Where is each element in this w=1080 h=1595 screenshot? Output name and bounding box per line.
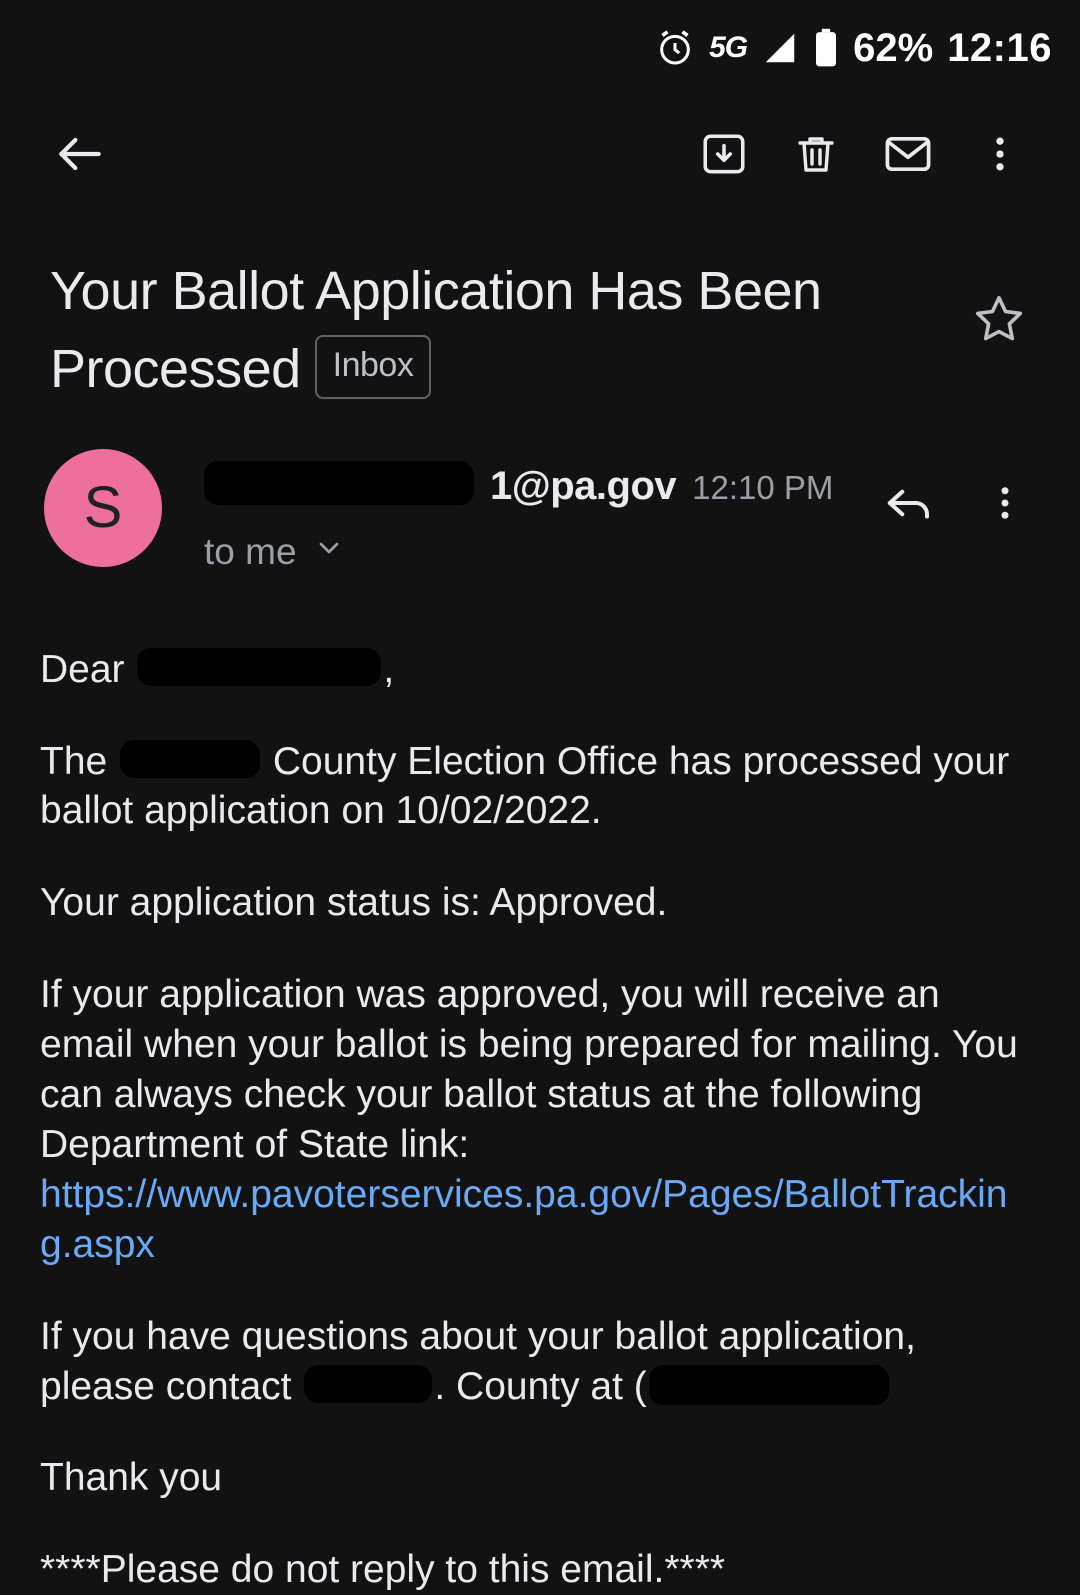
star-button[interactable] <box>956 278 1042 364</box>
more-vert-icon <box>984 482 1026 529</box>
p4-suffix: . County at ( <box>434 1364 647 1408</box>
label-chip-inbox[interactable]: Inbox <box>315 335 432 399</box>
reply-arrow-icon <box>882 476 936 535</box>
greeting-prefix: Dear <box>40 647 125 691</box>
body-paragraph-5: Thank you <box>40 1456 223 1500</box>
subject-text: Your Ballot Application Has Been Processed <box>50 261 822 400</box>
network-type-label: 5G <box>709 31 748 64</box>
chevron-down-icon <box>313 531 345 573</box>
body-greeting <box>40 645 1040 695</box>
sender-address: 1@pa.gov <box>490 463 677 508</box>
clock-label: 12:16 <box>947 25 1052 70</box>
avatar-initial: S <box>83 475 123 541</box>
alarm-icon <box>655 28 695 68</box>
action-bar <box>0 96 1080 216</box>
delete-button[interactable] <box>770 110 862 202</box>
more-vert-icon <box>978 132 1022 181</box>
reply-button[interactable] <box>866 463 952 549</box>
subject-row <box>0 216 1080 409</box>
mark-unread-envelope-icon <box>882 128 934 185</box>
redacted-sender-name <box>204 461 474 505</box>
p1-suffix: County Election Office has processed your ballot application on 10/02/2022. <box>40 739 1010 833</box>
body-paragraph-2: Your application status is: Approved. <box>40 881 668 925</box>
redacted-county-name-2 <box>304 1365 432 1403</box>
body-paragraph-3 <box>40 970 1040 1269</box>
avatar[interactable] <box>44 449 162 567</box>
p4-prefix: If you have questions about your ballot application, please contact <box>40 1314 916 1408</box>
status-bar <box>0 0 1080 96</box>
sender-actions <box>866 449 1048 549</box>
recipients-toggle[interactable] <box>204 531 866 573</box>
greeting-suffix: , <box>383 647 395 691</box>
ballot-tracking-link[interactable]: https://www.pavoterservices.pa.gov/Pages/BallotTracking.aspx <box>40 1172 1008 1266</box>
archive-button[interactable] <box>678 110 770 202</box>
back-button[interactable] <box>34 110 126 202</box>
archive-icon <box>699 129 749 184</box>
email-body <box>0 573 1080 1595</box>
signal-icon <box>761 29 799 67</box>
p1-prefix: The <box>40 739 108 783</box>
body-paragraph-1 <box>40 737 1040 837</box>
redacted-county-name <box>120 740 260 778</box>
page-title <box>50 252 956 409</box>
email-timestamp: 12:10 PM <box>692 468 834 506</box>
sender-details <box>162 449 866 573</box>
overflow-menu-button[interactable] <box>954 110 1046 202</box>
recipients-label: to me <box>204 530 297 572</box>
body-paragraph-4 <box>40 1312 1040 1412</box>
message-overflow-button[interactable] <box>962 463 1048 549</box>
p3-text: If your application was approved, you will receive an email when your ballot is being prepared for mailing. You can always check your ballot status at the following Department of State link: <box>40 973 1018 1166</box>
back-arrow-icon <box>52 126 108 187</box>
star-outline-icon <box>970 290 1028 353</box>
battery-icon <box>813 28 839 68</box>
battery-percent-label: 62% <box>853 25 934 70</box>
body-paragraph-6: ****Please do not reply to this email.**** <box>40 1548 726 1592</box>
sender-row <box>0 409 1080 573</box>
mark-unread-button[interactable] <box>862 110 954 202</box>
redacted-phone-number <box>649 1365 889 1405</box>
trash-icon <box>792 130 840 183</box>
redacted-recipient-name <box>137 648 381 686</box>
